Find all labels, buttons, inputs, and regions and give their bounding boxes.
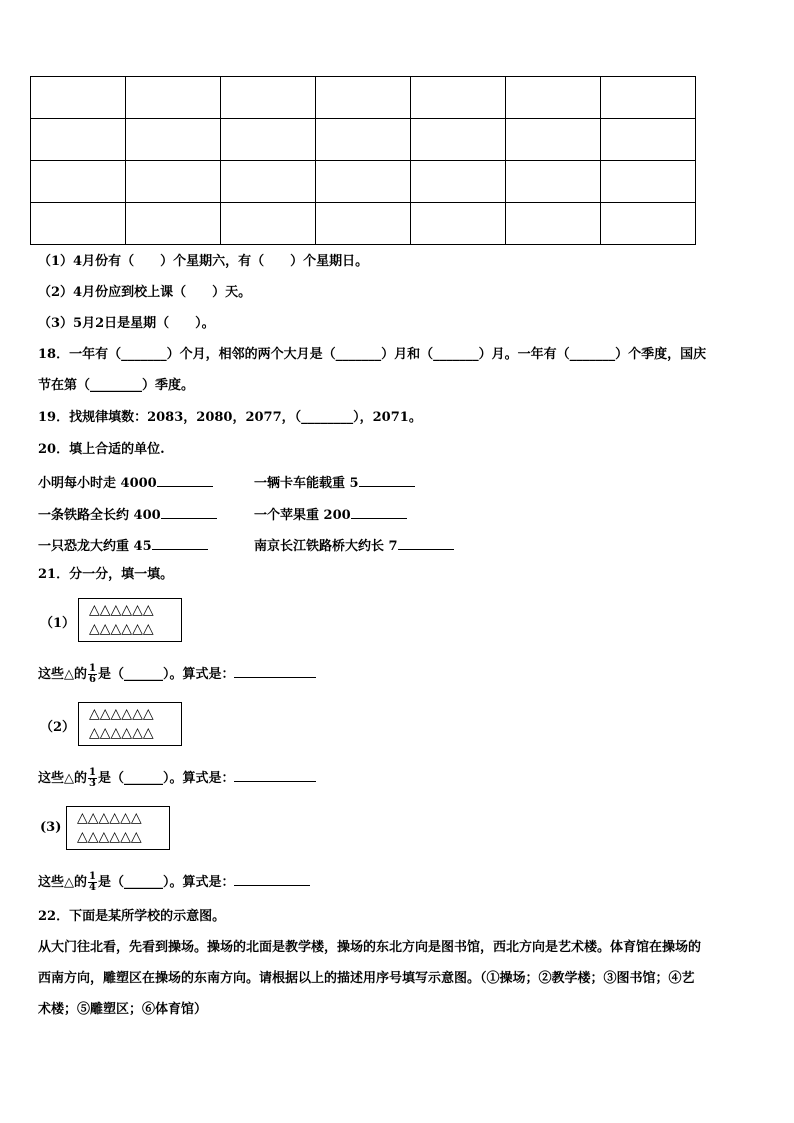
- table-row: [31, 119, 696, 161]
- q20-title: 20．填上合适的单位.: [38, 442, 165, 457]
- q21-part1-question: 这些△的 $\frac{1}{6}$ 是（______）。算式是：: [38, 664, 316, 685]
- calendar-table: [30, 76, 696, 245]
- answer-blank[interactable]: [152, 536, 208, 550]
- q22-line3: 术楼；⑤雕塑区；⑥体育馆）: [38, 1002, 208, 1017]
- q21-part2-question: 这些△的 $\frac{1}{3}$ 是（______）。算式是：: [38, 768, 316, 789]
- q21-part3-label: (3): [40, 820, 62, 835]
- q21-title: 21．分一分，填一填。: [38, 567, 174, 582]
- fraction: $\frac{1}{4}$: [89, 871, 96, 893]
- q21-part1-label: （1）: [40, 616, 76, 631]
- triangle-box-1: △△△△△△ △△△△△△: [78, 598, 182, 642]
- answer-blank[interactable]: [398, 536, 454, 550]
- answer-blank[interactable]: [234, 664, 316, 678]
- answer-blank[interactable]: [234, 872, 310, 886]
- triangle-box-2: △△△△△△ △△△△△△: [78, 702, 182, 746]
- q20-item-5: 一只恐龙大约重 45: [38, 536, 208, 555]
- q21-part3-question: 这些△的 $\frac{1}{4}$ 是（______）。算式是：: [38, 872, 310, 893]
- table-row: [31, 77, 696, 119]
- q22-line1: 从大门往北看，先看到操场。操场的北面是教学楼，操场的东北方向是图书馆，西北方向是艺术楼。体育馆在操场的: [38, 940, 702, 955]
- q17-sub1: （1）4月份有（ ）个星期六，有（ ）个星期日。: [38, 254, 369, 269]
- table-row: [31, 161, 696, 203]
- q18-line2: 节在第（________）季度。: [38, 378, 195, 393]
- q21-part2-label: （2）: [40, 720, 76, 735]
- q17-sub2: （2）4月份应到校上课（ ）天。: [38, 285, 252, 300]
- q20-item-2: 一辆卡车能载重 5: [254, 473, 415, 492]
- q19-text: 19．找规律填数：2083，2080，2077，（________），2071。: [38, 410, 422, 425]
- q22-title: 22．下面是某所学校的示意图。: [38, 909, 226, 924]
- q20-item-1: 小明每小时走 4000: [38, 473, 213, 492]
- fraction: $\frac{1}{6}$: [89, 663, 96, 685]
- q22-line2: 西南方向，雕塑区在操场的东南方向。请根据以上的描述用序号填写示意图。（①操场；②教学楼；③图书馆；④艺: [38, 971, 695, 986]
- answer-blank[interactable]: [157, 473, 213, 487]
- answer-blank[interactable]: [359, 473, 415, 487]
- fraction: $\frac{1}{3}$: [89, 767, 96, 789]
- answer-blank[interactable]: [234, 768, 316, 782]
- triangle-box-3: △△△△△△ △△△△△△: [66, 806, 170, 850]
- q17-sub3: （3）5月2日是星期（ ）。: [38, 316, 215, 331]
- answer-blank[interactable]: [161, 505, 217, 519]
- answer-blank[interactable]: [351, 505, 407, 519]
- table-row: [31, 203, 696, 245]
- q20-item-6: 南京长江铁路桥大约长 7: [254, 536, 454, 555]
- q20-item-4: 一个苹果重 200: [254, 505, 407, 524]
- q20-item-3: 一条铁路全长约 400: [38, 505, 217, 524]
- q18-line1: 18．一年有（_______）个月，相邻的两个大月是（_______）月和（_______）月。一年有（_______）个季度，国庆: [38, 347, 707, 362]
